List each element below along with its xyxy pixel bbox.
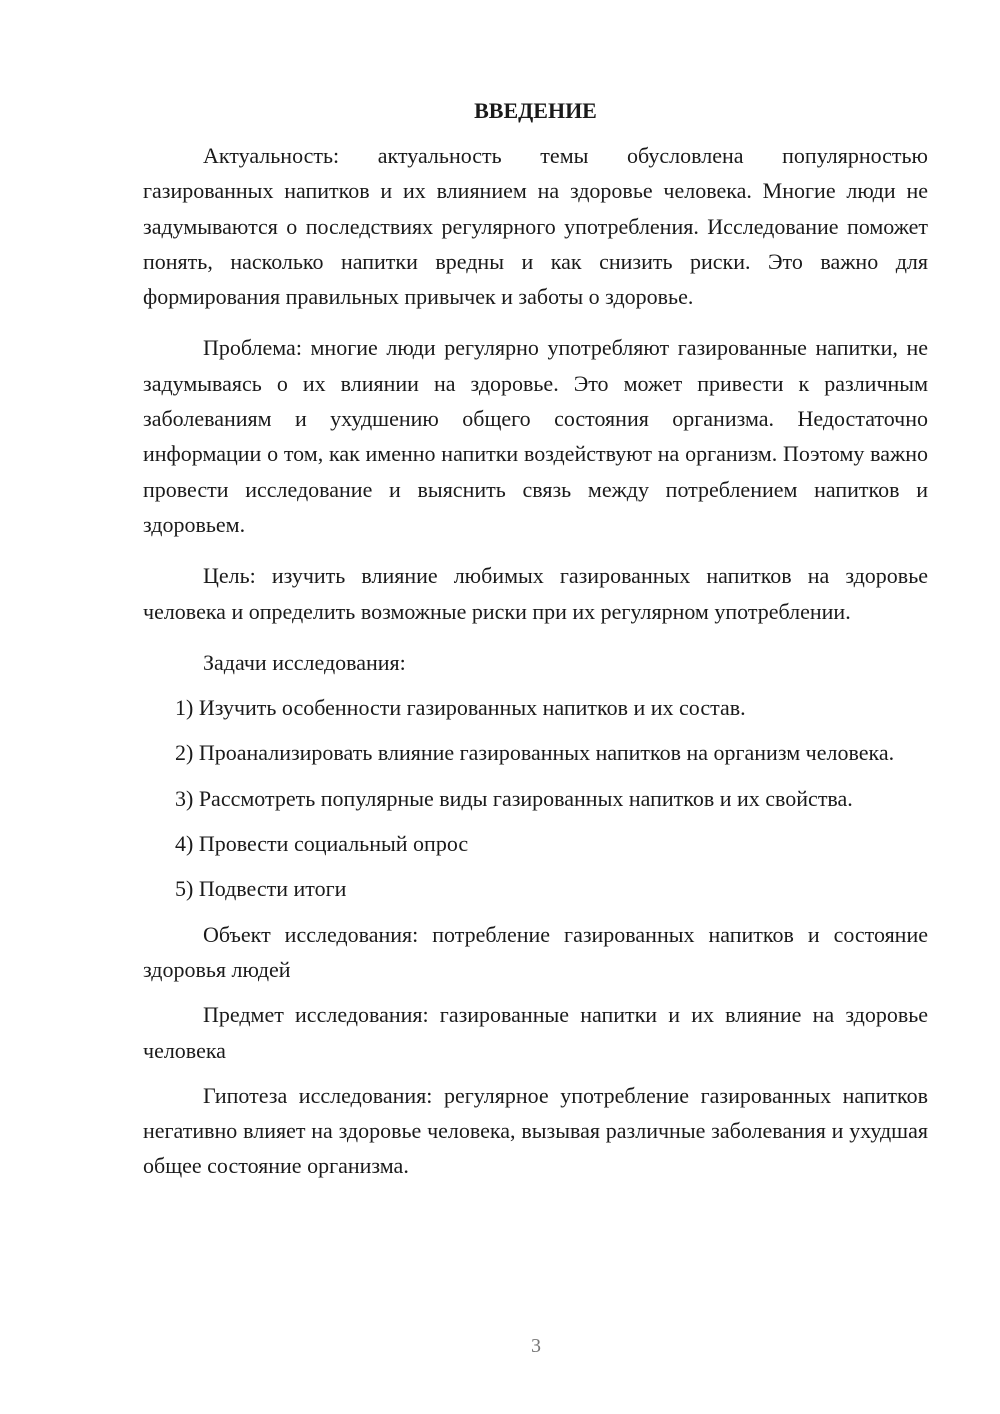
paragraph-object: Объект исследования: потребление газированных напитков и состояние здоровья людей [143, 921, 928, 982]
task-item-3: 3) Рассмотреть популярные виды газированных напитков и их свойства. [175, 785, 853, 811]
paragraph-problem: Проблема: многие люди регулярно употребляют газированные напитки, не задумываясь о их влиянии на здоровье. Это может привести к различным заболеваниям и ухудшению общего состояния организма. Недостаточно информации о том, как именно напитки воздействуют на организм. Поэтому важно провести исследование и выяснить связь между потреблением напитков и здоровьем. [143, 335, 928, 537]
page-number: 3 [531, 1335, 541, 1357]
paragraph-subject: Предмет исследования: газированные напитки и их влияние на здоровье человека [143, 1002, 928, 1063]
paragraph-goal: Цель: изучить влияние любимых газированных напитков на здоровье человека и определить возможные риски при их регулярном употреблении. [143, 563, 928, 624]
paragraph-relevance: Актуальность: актуальность темы обусловлена популярностью газированных напитков и их влиянием на здоровье человека. Многие люди не задумываются о последствиях регулярного употребления. Исследование поможет понять, насколько напитки вредны и как снизить риски. Это важно для формирования правильных привычек и заботы о здоровье. [143, 143, 928, 310]
tasks-heading: Задачи исследования: [203, 649, 406, 675]
task-item-1: 1) Изучить особенности газированных напитков и их состав. [175, 695, 746, 721]
document-body [143, 94, 928, 1184]
task-item-2: 2) Проанализировать влияние газированных напитков на организм человека. [175, 740, 895, 766]
task-item-5: 5) Подвести итоги [175, 876, 347, 902]
paragraph-hypothesis: Гипотеза исследования: регулярное употребление газированных напитков негативно влияет на здоровье человека, вызывая различные заболевания и ухудшая общее состояние организма. [143, 1082, 928, 1179]
section-heading: ВВЕДЕНИЕ [474, 98, 597, 123]
task-item-4: 4) Провести социальный опрос [175, 831, 469, 857]
